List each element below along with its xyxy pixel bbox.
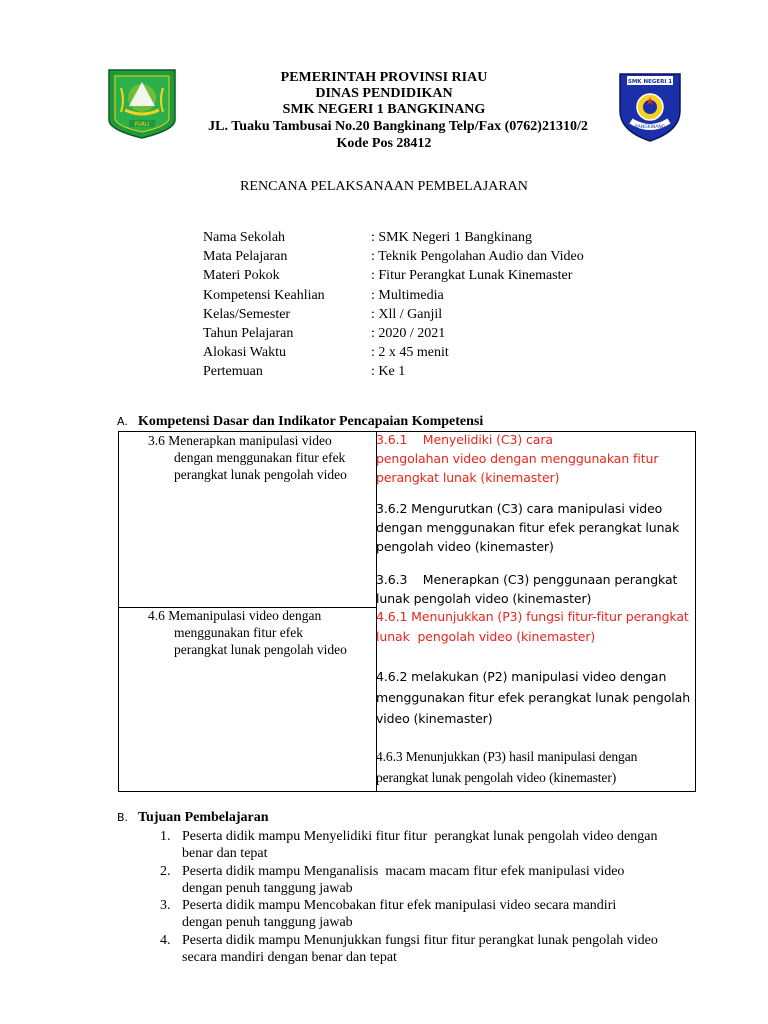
list-item-text	[182, 897, 722, 931]
kd-4-6-text	[130, 607, 372, 658]
kd-line: menggunakan fitur efek	[174, 625, 303, 640]
section-b-title: Tujuan Pembelajaran	[138, 810, 269, 825]
section-a-title: Kompetensi Dasar dan Indikator Pencapaian Kompetensi	[138, 414, 484, 429]
list-item-line: benar dan tepat	[182, 846, 268, 861]
list-item-line: Peserta didik mampu Menunjukkan fungsi fitur fitur perangkat lunak pengolah video	[182, 933, 658, 948]
info-label: Tahun Pelajaran	[203, 326, 294, 341]
indicator-line: 3.6.2 Mengurutkan (C3) cara manipulasi video	[376, 501, 663, 516]
school-shield-top-text: SMK NEGERI 1	[627, 79, 673, 85]
indicator-line: 4.6.1 Menunjukkan (P3) fungsi fitur-fitur perangkat	[376, 609, 689, 624]
header-postal-code: Kode Pos 28412	[336, 136, 432, 151]
kd-3-6-text	[130, 432, 372, 483]
info-value: : Ke 1	[371, 364, 406, 379]
indicator-4-6-3	[376, 746, 637, 788]
info-label: Kompetensi Keahlian	[203, 288, 325, 303]
kd-line: 4.6 Memanipulasi video dengan	[148, 608, 322, 623]
info-label: Kelas/Semester	[203, 307, 291, 322]
kd-line: perangkat lunak pengolah video	[174, 642, 347, 657]
list-item-number: 2.	[160, 864, 171, 879]
list-item-line: secara mandiri dengan benar dan tepat	[182, 950, 397, 965]
kd-line: perangkat lunak pengolah video	[174, 467, 347, 482]
info-label: Pertemuan	[203, 364, 263, 379]
list-item-line: Peserta didik mampu Menganalisis macam macam fitur efek manipulasi video	[182, 864, 625, 879]
school-shield-logo	[617, 71, 683, 143]
indicator-line: 3.6.1 Menyelidiki (C3) cara	[376, 432, 553, 447]
header-line-1: PEMERINTAH PROVINSI RIAU	[280, 70, 488, 85]
indicator-line: menggunakan fitur efek perangkat lunak pengolah	[376, 690, 691, 705]
info-value: : SMK Negeri 1 Bangkinang	[371, 230, 532, 245]
indicator-line: pengolah video (kinemaster)	[376, 539, 554, 554]
indicator-line: pengolahan video dengan menggunakan fitur	[376, 451, 659, 466]
section-b-letter: B.	[117, 811, 129, 824]
info-value: : Multimedia	[371, 288, 444, 303]
indicator-3-6-2	[376, 499, 679, 556]
document-title: RENCANA PELAKSANAAN PEMBELAJARAN	[240, 179, 528, 194]
kd-line: dengan menggunakan fitur efek	[174, 450, 346, 465]
info-label: Nama Sekolah	[203, 230, 286, 245]
indicator-line: lunak pengolah video (kinemaster)	[376, 591, 592, 606]
list-item-number: 3.	[160, 898, 171, 913]
indicator-line: 4.6.3 Menunjukkan (P3) hasil manipulasi dengan	[376, 749, 638, 764]
indicator-4-6-1	[376, 607, 689, 647]
list-item-line: Peserta didik mampu Mencobakan fitur efek manipulasi video secara mandiri	[182, 898, 617, 913]
info-label: Alokasi Waktu	[203, 345, 286, 360]
indicator-4-6-2	[376, 666, 690, 729]
list-item-number: 1.	[160, 829, 171, 844]
indicator-line: perangkat lunak pengolah video (kinemaster)	[376, 770, 617, 785]
info-label: Materi Pokok	[203, 268, 280, 283]
indicator-line: dengan menggunakan fitur efek perangkat lunak	[376, 520, 680, 535]
header-line-2: DINAS PENDIDIKAN	[315, 86, 453, 101]
indicator-line: lunak pengolah video (kinemaster)	[376, 629, 596, 644]
indicator-line: 4.6.2 melakukan (P2) manipulasi video dengan	[376, 669, 667, 684]
indicator-line: video (kinemaster)	[376, 711, 493, 726]
indicator-3-6-3	[376, 570, 677, 608]
kd-line: 3.6 Menerapkan manipulasi video	[148, 433, 332, 448]
section-a-letter: A.	[117, 415, 128, 428]
list-item-text	[182, 828, 722, 862]
info-value: : 2020 / 2021	[371, 326, 446, 341]
info-value: : Fitur Perangkat Lunak Kinemaster	[371, 268, 573, 283]
header-address: JL. Tuaku Tambusai No.20 Bangkinang Telp/Fax (0762)21310/2	[208, 119, 588, 134]
info-label: Mata Pelajaran	[203, 249, 288, 264]
list-item-number: 4.	[160, 933, 171, 948]
header-line-3: SMK NEGERI 1 BANGKINANG	[282, 102, 486, 117]
school-shield-icon	[617, 71, 683, 143]
indicator-line: perangkat lunak (kinemaster)	[376, 470, 560, 485]
indicator-3-6-1	[376, 430, 658, 487]
list-item-line: dengan penuh tanggung jawab	[182, 881, 353, 896]
list-item-line: Peserta didik mampu Menyelidiki fitur fitur perangkat lunak pengolah video dengan	[182, 829, 658, 844]
school-shield-bottom-text: BANGKINANG	[634, 125, 666, 130]
info-value: : 2 x 45 menit	[371, 345, 449, 360]
list-item-line: dengan penuh tanggung jawab	[182, 915, 353, 930]
list-item-text	[182, 932, 722, 966]
list-item-text	[182, 863, 722, 897]
info-value: : Teknik Pengolahan Audio dan Video	[371, 249, 584, 264]
indicator-line: 3.6.3 Menerapkan (C3) penggunaan perangkat	[376, 572, 678, 587]
info-value: : Xll / Ganjil	[371, 307, 443, 322]
riau-emblem-text: RIAU	[134, 121, 150, 128]
